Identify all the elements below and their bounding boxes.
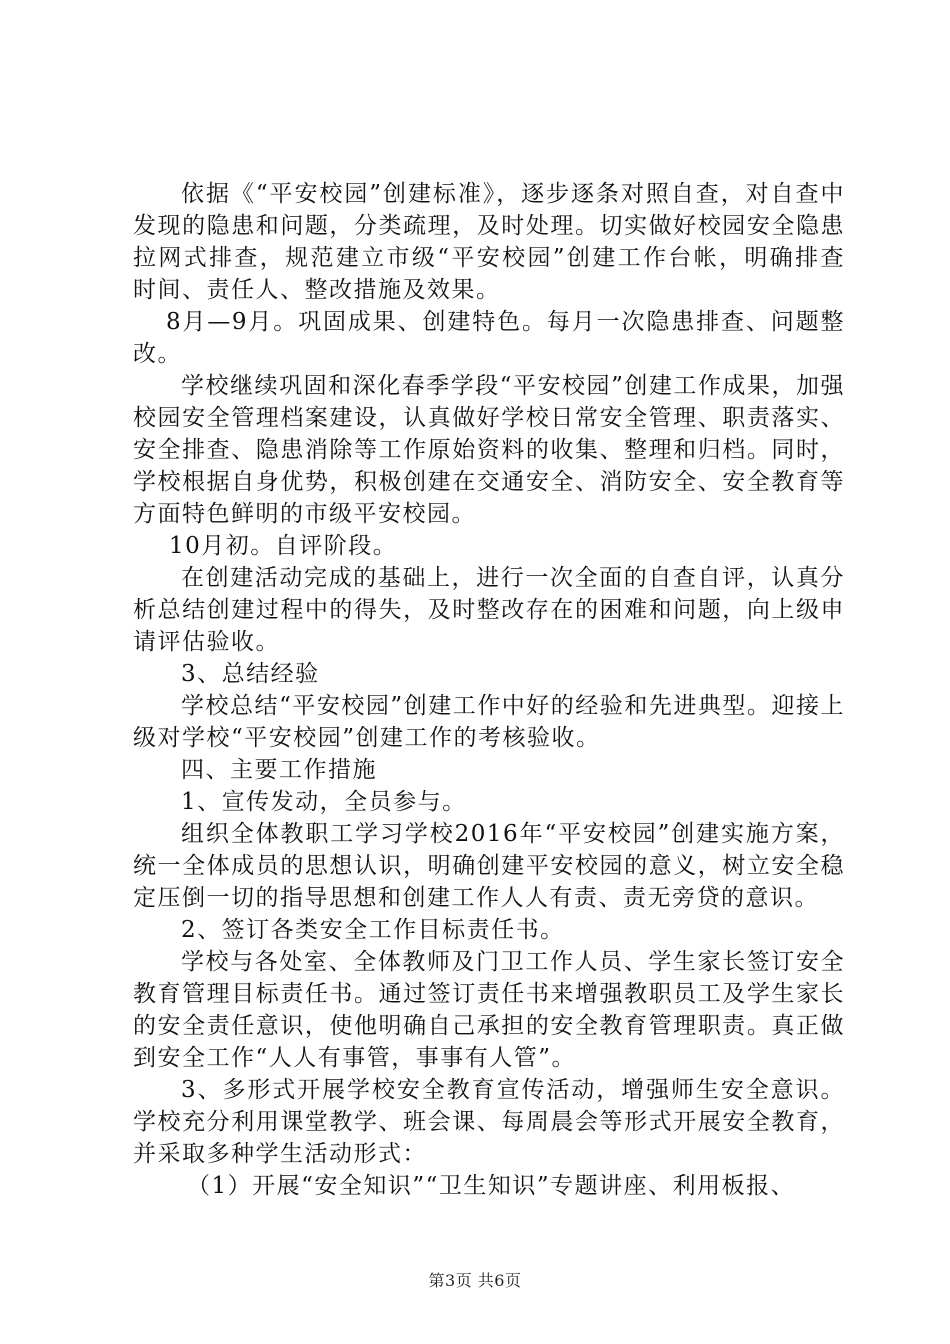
paragraph-aug-sep: 8月—9月。巩固成果、创建特色。每月一次隐患排查、问题整改。 xyxy=(133,309,845,367)
paragraph-self-inspection: 依据《“平安校园”创建标准》，逐步逐条对照自查，对自查中发现的隐患和问题，分类疏理，及时处理。切实做好校园安全隐患拉网式排查，规范建立市级“平安校园”创建工作台帐，明确排查时间、责任人、整改措施及效果。 xyxy=(133,181,845,303)
paragraph-consolidate: 学校继续巩固和深化春季学段“平安校园”创建工作成果，加强校园安全管理档案建设，认真做好学校日常安全管理、职责落实、安全排查、隐患消除等工作原始资料的收集、整理和归档。同时，学校根据自身优势，积极创建在交通安全、消防安全、安全教育等方面特色鲜明的市级平安校园。 xyxy=(133,373,845,527)
paragraph-summary: 学校总结“平安校园”创建工作中好的经验和先进典型。迎接上级对学校“平安校园”创建工作的考核验收。 xyxy=(133,693,845,751)
heading-publicity: 1、宣传发动，全员参与。 xyxy=(181,789,467,815)
paragraph-responsibility: 学校与各处室、全体教师及门卫工作人员、学生家长签订安全教育管理目标责任书。通过签订责任书来增强教职员工及学生家长的安全责任意识，使他明确自己承担的安全教育管理职责。真正做到安全工作“人人有事管，事事有人管”。 xyxy=(133,949,845,1071)
paragraph-safety-education: 3、多形式开展学校安全教育宣传活动，增强师生安全意识。学校充分利用课堂教学、班会课、每周晨会等形式开展安全教育，并采取多种学生活动形式： xyxy=(133,1077,845,1167)
heading-summary-experience: 3、总结经验 xyxy=(181,661,320,687)
document-body xyxy=(133,178,845,1202)
heading-responsibility: 2、签订各类安全工作目标责任书。 xyxy=(181,917,565,943)
paragraph-october: 10月初。自评阶段。 xyxy=(169,533,398,559)
heading-main-measures: 四、主要工作措施 xyxy=(181,757,377,783)
paragraph-publicity: 组织全体教职工学习学校2016年“平安校园”创建实施方案，统一全体成员的思想认识，明确创建平安校园的意义，树立安全稳定压倒一切的指导思想和创建工作人人有责、责无旁贷的意识。 xyxy=(133,821,845,911)
paragraph-lectures: （1）开展“安全知识”“卫生知识”专题讲座、利用板报、 xyxy=(187,1173,796,1199)
paragraph-self-evaluation: 在创建活动完成的基础上，进行一次全面的自查自评，认真分析总结创建过程中的得失，及时整改存在的困难和问题，向上级申请评估验收。 xyxy=(133,565,845,655)
page-footer: 第3页 共6页 xyxy=(428,1271,522,1290)
